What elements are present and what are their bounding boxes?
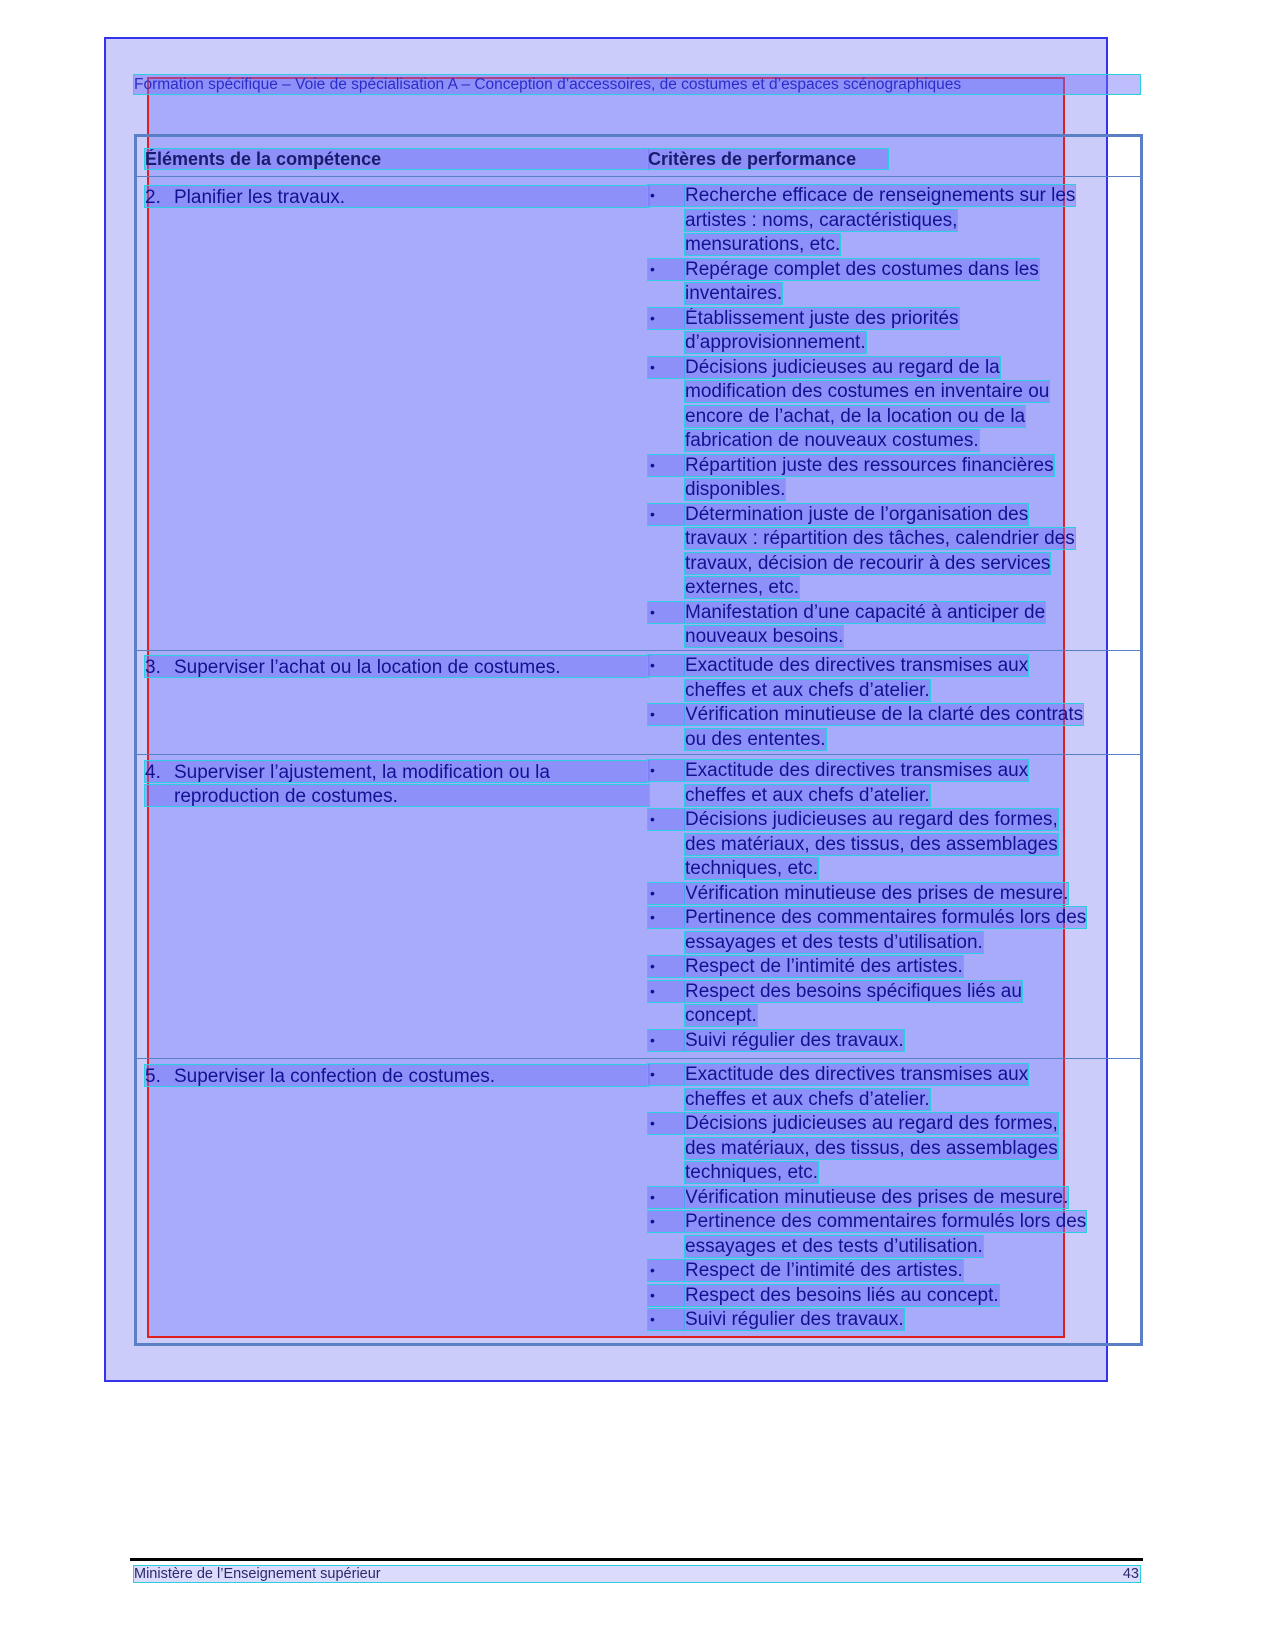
criteria-item [648, 1064, 1118, 1110]
competence-element [145, 761, 649, 809]
bullet-icon: • [648, 907, 685, 928]
element-text-line: 5. Superviser la confection de costumes. [145, 1065, 649, 1086]
criteria-text-line: des matériaux, des tissus, des assemblages [685, 1137, 1058, 1159]
bullet-icon: • [648, 956, 685, 977]
performance-criteria-list [648, 185, 1118, 651]
criteria-item [648, 981, 1118, 1027]
criteria-text-line: Vérification minutieuse des prises de mesure. [685, 1186, 1069, 1208]
element-text-line: reproduction de costumes. [145, 785, 649, 806]
criteria-text-line: des matériaux, des tissus, des assemblages [685, 833, 1058, 855]
criteria-item [648, 907, 1118, 953]
criteria-text-line: nouveaux besoins. [685, 626, 844, 647]
criteria-text-line: modification des costumes en inventaire ou [685, 381, 1050, 402]
element-text-line: 4. Superviser l’ajustement, la modification ou la [145, 761, 649, 782]
competence-element [145, 1065, 649, 1089]
bullet-icon: • [648, 655, 685, 676]
criteria-text-line: cheffes et aux chefs d’atelier. [685, 784, 930, 806]
bullet-icon: • [648, 455, 685, 476]
header-rule [134, 176, 1143, 177]
bullet-icon: • [648, 1211, 685, 1232]
criteria-text-line: encore de l’achat, de la location ou de la [685, 405, 1026, 427]
bullet-icon: • [648, 1285, 685, 1306]
criteria-text-line: Recherche efficace de renseignements sur les [685, 185, 1076, 206]
criteria-text-line: Respect de l’intimité des artistes. [685, 1260, 963, 1281]
element-text-line: 3. Superviser l’achat ou la location de costumes. [145, 656, 649, 677]
criteria-text-line: Établissement juste des priorités [685, 307, 959, 329]
criteria-text-line: d’approvisionnement. [685, 332, 866, 353]
page-number: 43 [1122, 1566, 1139, 1582]
element-number: 5. [145, 1066, 161, 1087]
column-header-elements: Éléments de la compétence [145, 149, 649, 169]
criteria-text-line: Suivi régulier des travaux. [685, 1029, 904, 1051]
criteria-text-line: Respect des besoins liés au concept. [685, 1284, 999, 1306]
footer-ministry: Ministère de l’Enseignement supérieur [134, 1566, 1140, 1582]
bullet-icon: • [648, 981, 685, 1002]
criteria-text-line: concept. [685, 1005, 757, 1026]
criteria-item [648, 655, 1118, 701]
criteria-text-line: inventaires. [685, 283, 783, 304]
row-divider [134, 754, 1143, 755]
criteria-text-line: Vérification minutieuse des prises de mesure. [685, 882, 1069, 904]
bullet-icon: • [648, 185, 685, 206]
performance-criteria-list [648, 760, 1118, 1054]
criteria-text-line: Pertinence des commentaires formulés lors des [685, 907, 1087, 928]
criteria-text-line: Respect des besoins spécifiques liés au [685, 980, 1022, 1002]
criteria-text-line: Suivi régulier des travaux. [685, 1309, 904, 1330]
criteria-item [648, 357, 1118, 452]
bullet-icon: • [648, 259, 685, 280]
bullet-icon: • [648, 883, 685, 904]
criteria-text-line: Exactitude des directives transmises aux [685, 655, 1029, 676]
criteria-text-line: disponibles. [685, 479, 786, 500]
criteria-text-line: fabrication de nouveaux costumes. [685, 430, 979, 451]
criteria-text-line: Détermination juste de l’organisation des [685, 503, 1029, 525]
criteria-item [648, 1211, 1118, 1257]
criteria-text-line: cheffes et aux chefs d’atelier. [685, 1088, 930, 1110]
criteria-item [648, 1030, 1118, 1051]
criteria-text-line: travaux, décision de recourir à des services [685, 552, 1051, 574]
criteria-item [648, 883, 1118, 904]
criteria-text-line: Exactitude des directives transmises aux [685, 760, 1029, 781]
criteria-item [648, 1187, 1118, 1208]
criteria-text-line: Répartition juste des ressources financières [685, 454, 1054, 476]
criteria-item [648, 956, 1118, 977]
criteria-item [648, 504, 1118, 599]
running-header: Formation spécifique – Voie de spécialisation A – Conception d’accessoires, de costumes et d’espaces scénographiques [134, 75, 1140, 94]
bullet-icon: • [648, 1113, 685, 1134]
criteria-text-line: Pertinence des commentaires formulés lors des [685, 1211, 1087, 1232]
criteria-text-line: Repérage complet des costumes dans les [685, 258, 1039, 280]
row-divider [134, 650, 1143, 651]
bullet-icon: • [648, 1260, 685, 1281]
criteria-item [648, 1113, 1118, 1183]
criteria-text-line: essayages et des tests d’utilisation. [685, 1235, 983, 1257]
criteria-item [648, 308, 1118, 354]
bullet-icon: • [648, 602, 685, 623]
element-text-line: 2. Planifier les travaux. [145, 186, 649, 207]
column-header-criteria: Critères de performance [648, 149, 888, 169]
criteria-item [648, 259, 1118, 305]
criteria-item [648, 1285, 1118, 1306]
criteria-text-line: Respect de l’intimité des artistes. [685, 956, 963, 977]
criteria-text-line: mensurations, etc. [685, 234, 841, 255]
competence-element [145, 186, 649, 210]
element-number: 4. [145, 762, 161, 783]
criteria-text-line: ou des ententes. [685, 728, 826, 750]
criteria-text-line: artistes : noms, caractéristiques, [685, 209, 958, 231]
criteria-text-line: cheffes et aux chefs d’atelier. [685, 679, 930, 701]
criteria-item [648, 1260, 1118, 1281]
criteria-text-line: externes, etc. [685, 577, 800, 598]
criteria-text-line: techniques, etc. [685, 1162, 819, 1183]
criteria-text-line: Décisions judicieuses au regard des formes, [685, 809, 1058, 830]
criteria-text-line: Manifestation d’une capacité à anticiper de [685, 601, 1046, 623]
element-number: 2. [145, 187, 161, 208]
criteria-text-line: Décisions judicieuses au regard de la [685, 356, 1000, 378]
performance-criteria-list [648, 655, 1118, 753]
criteria-text-line: Décisions judicieuses au regard des formes, [685, 1113, 1058, 1134]
criteria-item [648, 455, 1118, 501]
bullet-icon: • [648, 1064, 685, 1085]
criteria-item [648, 760, 1118, 806]
criteria-item [648, 809, 1118, 879]
bullet-icon: • [648, 704, 685, 725]
criteria-text-line: Vérification minutieuse de la clarté des contrats [685, 704, 1084, 725]
row-divider [134, 1058, 1143, 1059]
bullet-icon: • [648, 1309, 685, 1330]
bullet-icon: • [648, 504, 685, 525]
criteria-item [648, 704, 1118, 750]
criteria-text-line: essayages et des tests d’utilisation. [685, 931, 983, 953]
bullet-icon: • [648, 1030, 685, 1051]
criteria-item [648, 1309, 1118, 1330]
bullet-icon: • [648, 357, 685, 378]
criteria-text-line: Exactitude des directives transmises aux [685, 1064, 1029, 1085]
performance-criteria-list [648, 1064, 1118, 1334]
criteria-text-line: travaux : répartition des tâches, calendrier des [685, 528, 1075, 549]
bullet-icon: • [648, 1187, 685, 1208]
criteria-text-line: techniques, etc. [685, 858, 819, 879]
competence-element [145, 656, 649, 680]
bullet-icon: • [648, 308, 685, 329]
bullet-icon: • [648, 760, 685, 781]
bullet-icon: • [648, 809, 685, 830]
element-number: 3. [145, 657, 161, 678]
footer-rule [130, 1558, 1143, 1561]
criteria-item [648, 602, 1118, 648]
criteria-item [648, 185, 1118, 255]
